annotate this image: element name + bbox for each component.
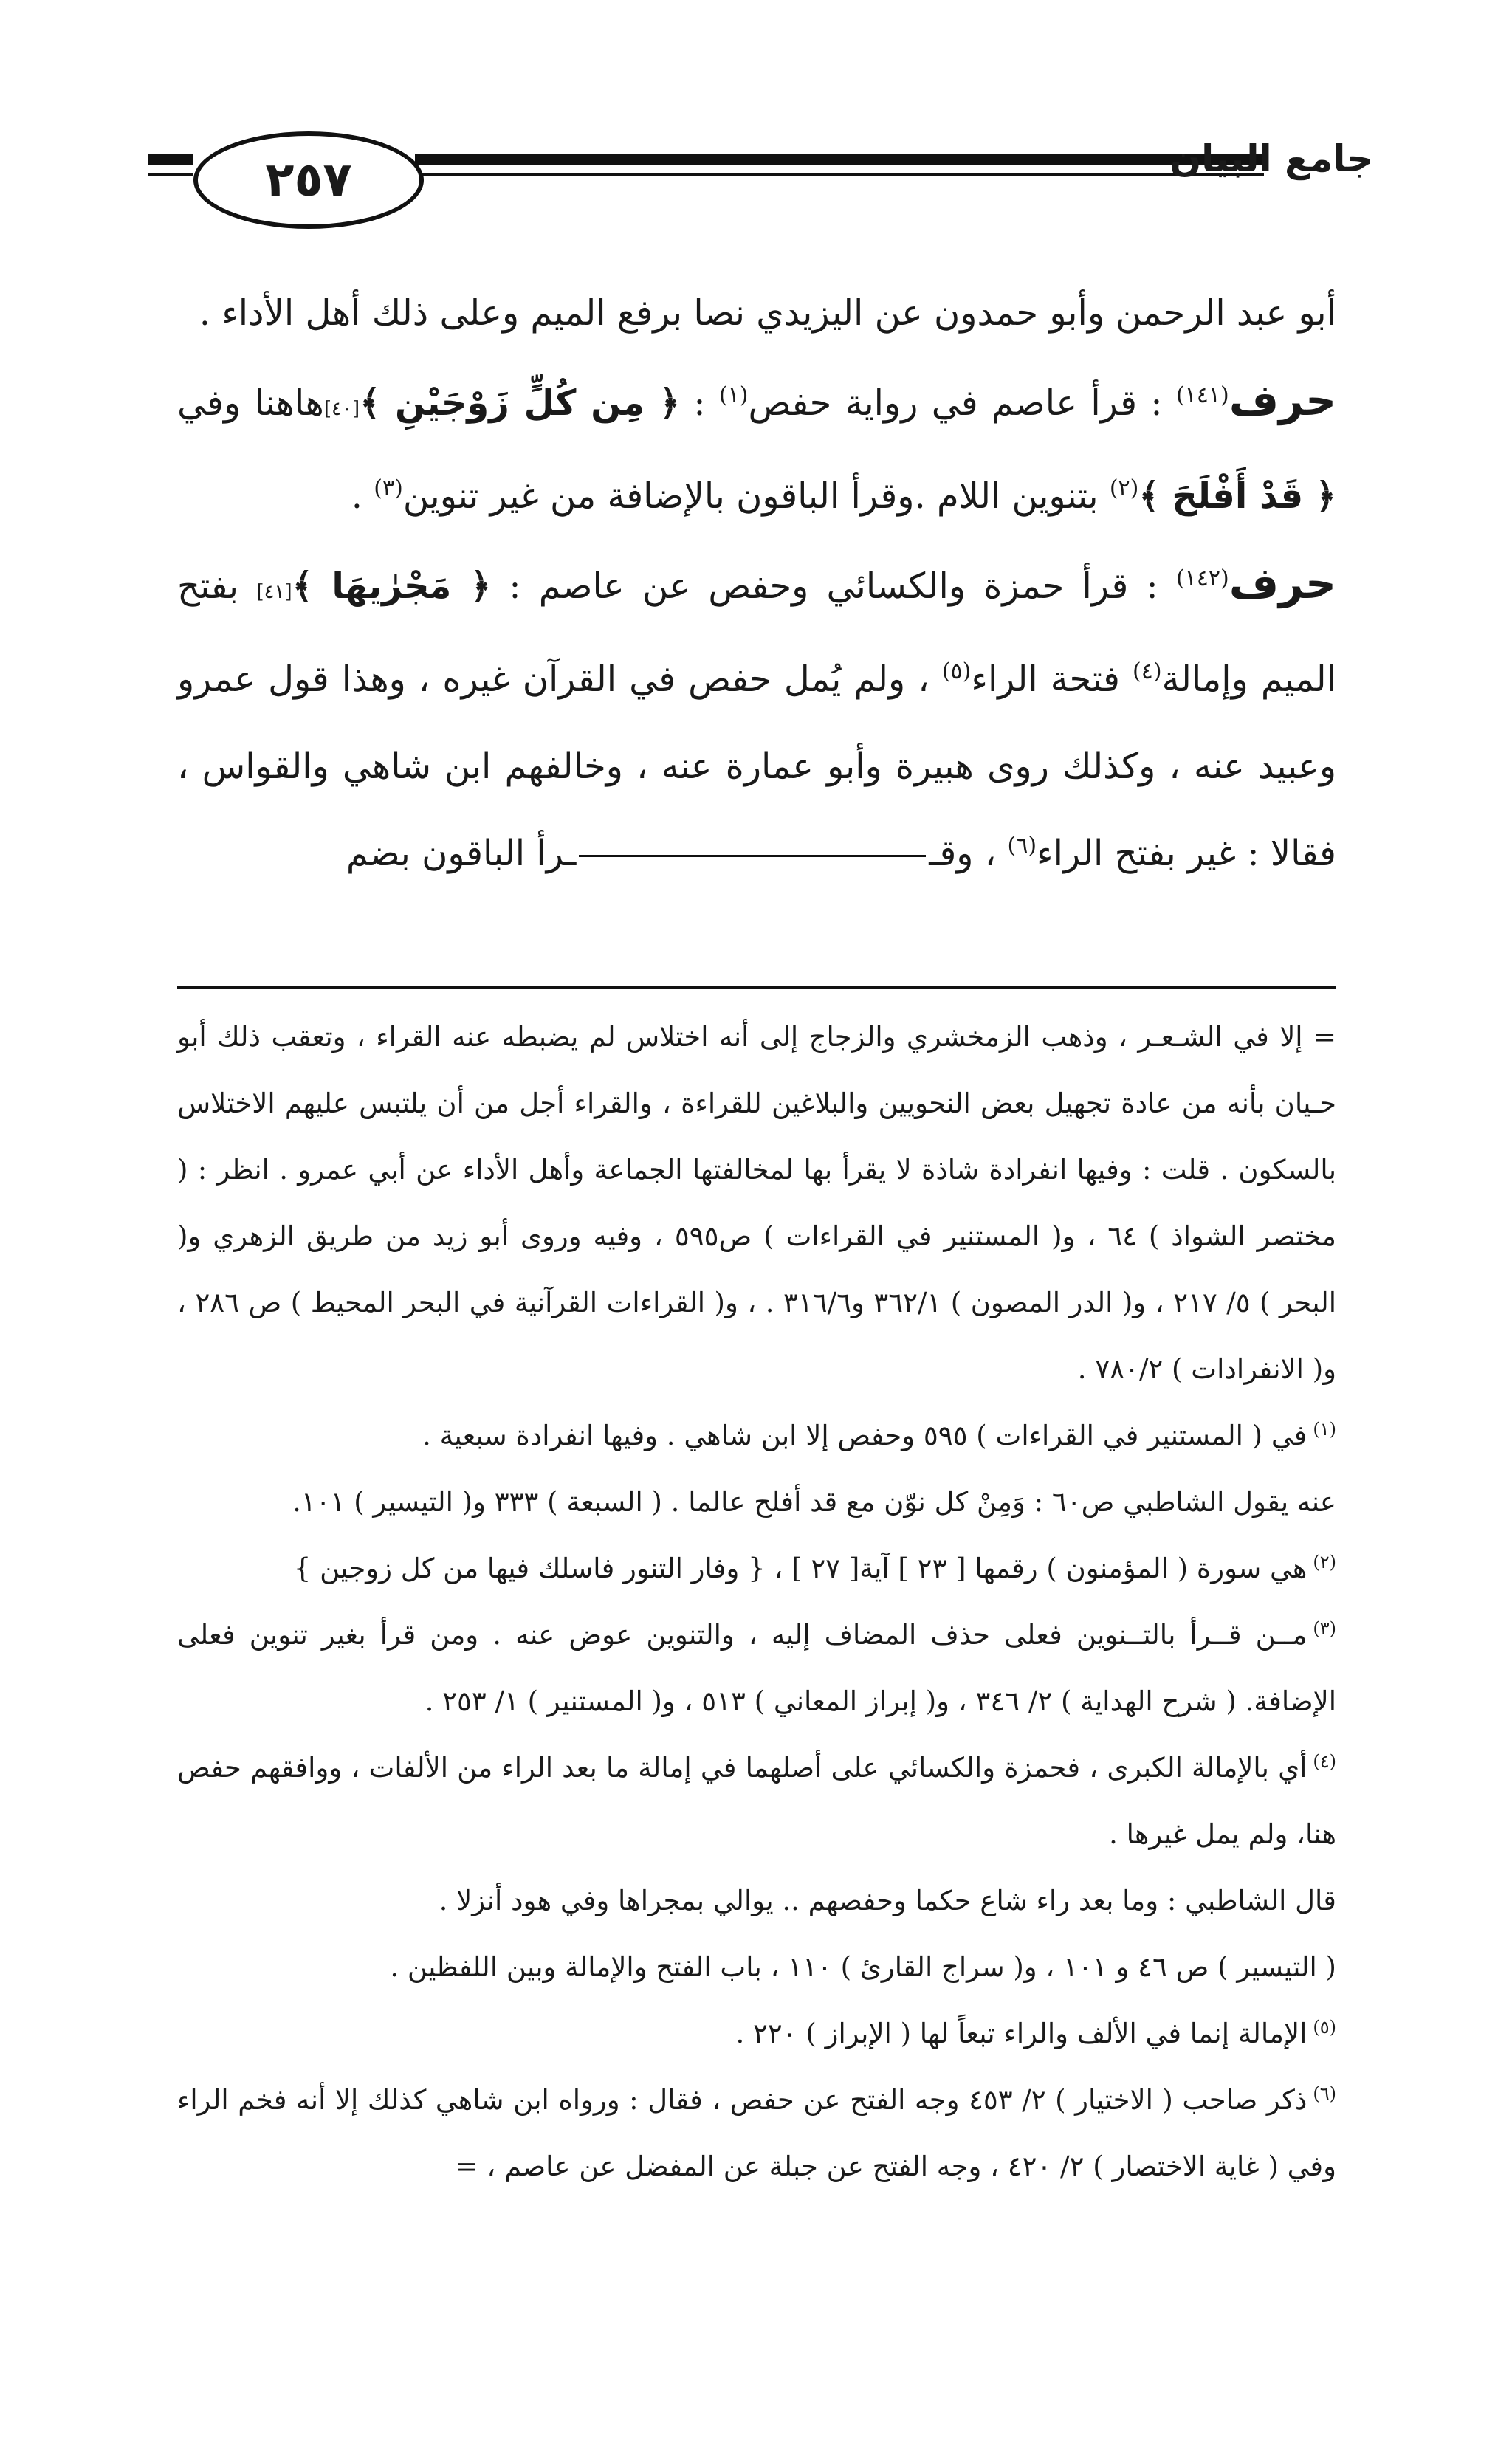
footnote-text: هي سورة ( المؤمنون ) رقمها [ ٢٣ ] آية[ ٢٧ ] ، { وفار التنور فاسلك فيها من كل زوجين }: [293, 1553, 1307, 1584]
footnote-text: أي بالإمالة الكبرى ، فحمزة والكسائي على أصلهما في إمالة ما بعد الراء من الألفات ، ووافقهم حفص هنا، ولم يمل غيرها .: [177, 1752, 1336, 1850]
entry-text: .: [351, 475, 363, 517]
footnote-1: [177, 1403, 1336, 1469]
footnote-text: مــن قــرأ بالتــنوين فعلى حذف المضاف إليه ، والتنوين عوض عنه . ومن قرأ بغير تنوين فعلى الإضافة. ( شرح الهداية ) ٢/ ٣٤٦ ، و( إبراز المعاني ) ٥١٣ ، و( المستنير ) ١/ ٢٥٣ .: [177, 1619, 1336, 1717]
footnotes: [177, 1004, 1336, 2200]
footnote-continuation: = إلا في الشـعـر ، وذهب الزمخشري والزجاج إلى أنه اختلاس لم يضبطه عنه القراء ، وتعقب ذلك أبو حـيان بأنه من عادة تجهيل بعض النحويين والبلاغين للقراءة ، والقراء أجل من أن يلتبس عليهم الاختلاس بالسكون . قلت : وفيها انفرادة شاذة لا يقرأ بها لمخالفتها الجماعة وأهل الأداء عن أبي عمرو . انظر : ( مختصر الشواذ ) ٦٤ ، و( المستنير في القراءات ) ص٥٩٥ ، وفيه وروى أبو زيد من طريق الزهري و( البحر ) ٥/ ٢١٧ ، و( الدر المصون ) ٣٦٢/١ و٣١٦/٦ . ، و( القراءات القرآنية في البحر المحيط ) ص ٢٨٦ ، و( الانفرادات ) ٧٨٠/٢ .: [177, 1021, 1336, 1385]
footnote-text: في ( المستنير في القراءات ) ٥٩٥ وحفص إلا ابن شاهي . وفيها انفرادة سبعية .: [422, 1420, 1307, 1451]
footnote-text: ذكر صاحب ( الاختيار ) ٢/ ٤٥٣ وجه الفتح عن حفص ، فقال : ورواه ابن شاهي كذلك إلا أنه فخم الراء وفي ( غاية الاختصار ) ٢/ ٤٢٠ ، وجه الفتح عن جبلة عن المفضل عن عاصم ، =: [177, 2084, 1336, 2182]
footnote-4-verse: قال الشاطبي : وما بعد راء شاع حكما وحفصهم .. يوالي بمجراها وفي هود أنزلا .: [439, 1885, 1336, 1916]
harf-label: حرف: [1228, 558, 1336, 608]
footnote-number: (٥): [1313, 2016, 1336, 2038]
intro-line-2: الأداء .: [199, 292, 295, 334]
footnote-5: [177, 2001, 1336, 2067]
entry-number: (١٤١): [1175, 382, 1229, 408]
footnote-number: (٢): [1313, 1551, 1336, 1572]
entry-text: ، وقـ: [929, 833, 997, 874]
page-header: [148, 111, 1373, 229]
footnote-3: [177, 1602, 1336, 1735]
footnote-separator: [177, 986, 1336, 989]
header-rule-right-thin: [415, 173, 1264, 176]
entry-number: (١٤٢): [1175, 565, 1229, 591]
verse-number: [٤١]: [256, 581, 292, 603]
footnote-4: [177, 1735, 1336, 1868]
entry-text: بفتح الميم وإمالة: [177, 565, 1336, 700]
header-rule-left: [148, 154, 193, 165]
footnote-2: [177, 1536, 1336, 1602]
footnote-number: (٦): [1313, 2083, 1336, 2104]
footnote-ref[interactable]: (٥): [941, 659, 972, 684]
main-text: [177, 269, 1336, 897]
quran-quote: ﴿ مَجْرٰيهَا ﴾: [292, 565, 492, 607]
footnote-text: الإمالة إنما في الألف والراء تبعاً لها ( الإبراز ) ٢٢٠ .: [735, 2018, 1307, 2049]
entry-text: هاهنا وفي: [177, 382, 324, 424]
entry-142: [177, 540, 1336, 897]
footnote-1-extra: عنه يقول الشاطبي ص٦٠ : وَمِنْ كل نوّن مع قد أفلح عالما . ( السبعة ) ٣٣٣ و( التيسير ) ١٠١.: [292, 1486, 1336, 1518]
entry-text: :: [693, 382, 706, 424]
entry-141: [177, 357, 1336, 540]
intro-paragraph: [177, 269, 1336, 357]
page-number: ٢٥٧: [193, 131, 424, 229]
footnote-4-refs: ( التيسير ) ص ٤٦ و ١٠١ ، و( سراج القارئ ) ١١٠ ، باب الفتح والإمالة وبين اللفظين .: [390, 1951, 1336, 1983]
footnote-number: (١): [1313, 1418, 1336, 1440]
footnote-number: (٣): [1313, 1617, 1336, 1639]
quran-quote: ﴿ مِن كُلٍّ زَوْجَيْنِ ﴾: [360, 382, 681, 424]
entry-text: ـرأ الباقون بضم: [346, 833, 577, 874]
quran-quote: ﴿ قَدْ أَفْلَحَ ﴾: [1138, 475, 1336, 517]
footnote-ref[interactable]: (٦): [1007, 833, 1037, 859]
footnote-ref[interactable]: (١): [718, 382, 749, 408]
footnote-ref[interactable]: (٣): [374, 475, 403, 501]
entry-text: ، ولم يُمل حفص في القرآن غيره ، وهذا قول عمرو وعبيد عنه ، وكذلك روى هبيرة وأبو عمارة عنه ، وخالفهم ابن شاهي والقواس ، فقالا : غير بفتح الراء: [177, 659, 1336, 874]
verse-number: [٤٠]: [323, 398, 360, 420]
intro-line-1: أبو عبد الرحمن وأبو حمدون عن اليزيدي نصا برفع الميم وعلى ذلك أهل: [305, 292, 1336, 334]
header-rule-left-thin: [148, 173, 193, 176]
entry-text: : قرأ عاصم في رواية حفص: [748, 382, 1163, 424]
footnote-6: [177, 2067, 1336, 2200]
entry-text: : قرأ حمزة والكسائي وحفص عن عاصم :: [509, 565, 1158, 607]
footnote-ref[interactable]: (٢): [1109, 475, 1139, 501]
footnote-number: (٤): [1313, 1750, 1336, 1772]
harf-label: حرف: [1228, 375, 1336, 425]
footnote-ref[interactable]: (٤): [1133, 659, 1162, 684]
kashida-line: [579, 855, 926, 857]
entry-text: فتحة الراء: [971, 659, 1120, 700]
book-title: جامع البيان: [1169, 137, 1373, 180]
entry-text: بتنوين اللام .وقرأ الباقون بالإضافة من غير تنوين: [402, 475, 1099, 517]
header-rule-right: [415, 154, 1264, 165]
